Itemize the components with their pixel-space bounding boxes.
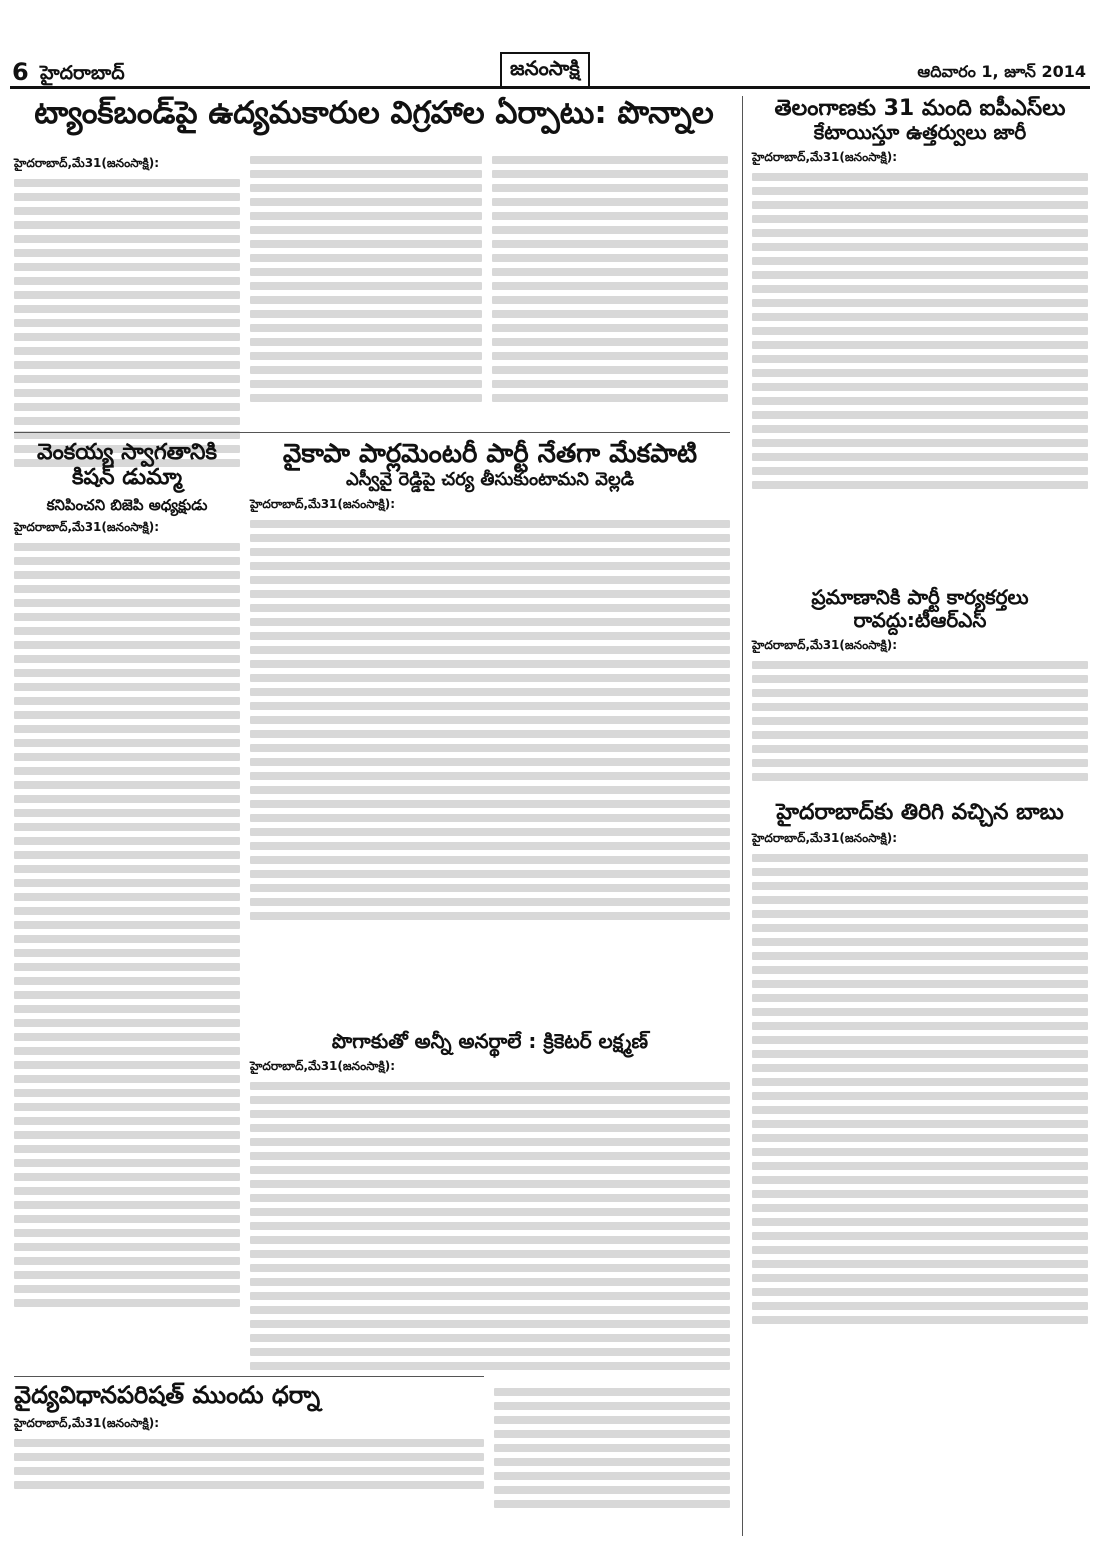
article-body xyxy=(14,543,240,1307)
article-body xyxy=(752,854,1088,1324)
dateline: హైదరాబాద్,మే31(జనంసాక్షి): xyxy=(752,638,898,652)
dateline: హైదరాబాద్,మే31(జనంసాక్షి): xyxy=(752,150,898,165)
masthead xyxy=(0,0,1100,86)
article-body xyxy=(14,1439,484,1489)
masthead-rule xyxy=(10,86,1090,89)
story-venkaiah xyxy=(14,440,240,1313)
story-vaidya xyxy=(14,1382,484,1495)
story-vaidya-col2 xyxy=(494,1382,730,1514)
headline: పొగాకుతో అన్నీ అనర్థాలే : క్రికెటర్ లక్ష్మణ్ xyxy=(331,1029,649,1053)
dateline: హైదరాబాద్,మే31(జనంసాక్షి): xyxy=(250,496,396,511)
dateline: హైదరాబాద్,మే31(జనంసాక్షి): xyxy=(250,1059,396,1073)
headline: తెలంగాణకు 31 మంది ఐపీఎస్‌లు xyxy=(774,96,1066,121)
dateline: హైదరాబాద్,మే31(జనంసాక్షి): xyxy=(14,519,160,534)
subhead: ఎస్వీవై రెడ్డిపై చర్య తీసుకుంటామని వెల్లడి xyxy=(345,468,635,490)
story-tankbund-col1 xyxy=(14,150,240,473)
paper-logo: జనంసాక్షి xyxy=(500,52,590,89)
article-body xyxy=(752,173,1088,489)
dateline: హైదరాబాద్,మే31(జనంసాక్షి): xyxy=(14,1415,160,1430)
subhead: కేటాయిస్తూ ఉత్తర్వులు జారీ xyxy=(813,120,1027,145)
dateline: హైదరాబాద్,మే31(జనంసాక్షి): xyxy=(752,831,898,846)
article-body xyxy=(752,661,1088,781)
section-rule xyxy=(14,1376,484,1377)
article-body xyxy=(14,179,240,467)
story-ysrcp xyxy=(250,440,730,926)
headline: వెంకయ్య స్వాగతానికి కిషన్ డుమ్మా xyxy=(37,440,217,491)
section-rule xyxy=(14,432,730,433)
article-body xyxy=(250,1082,730,1370)
page-number: 6 xyxy=(12,58,29,86)
issue-date: ఆదివారం 1, జూన్ 2014 xyxy=(917,62,1086,81)
subhead: కనిపించని బిజెపి అధ్యక్షుడు xyxy=(46,495,208,514)
story-tobacco xyxy=(250,1030,730,1376)
headline: హైదరాబాద్‌కు తిరిగి వచ్చిన బాబు xyxy=(776,800,1064,825)
column-rule xyxy=(742,96,743,1536)
edition-city: హైదరాబాద్ xyxy=(40,62,125,84)
story-tankbund-col3 xyxy=(492,150,728,408)
headline: వైద్యవిధానపరిషత్ ముందు ధర్నా xyxy=(14,1381,321,1409)
dateline: హైదరాబాద్,మే31(జనంసాక్షి): xyxy=(14,156,160,170)
story-tankbund-col2 xyxy=(250,150,482,408)
headline: ట్యాంక్‌బండ్‌పై ఉద్యమకారుల విగ్రహాల ఏర్పాటు: పొన్నాల xyxy=(34,95,714,131)
story-trs xyxy=(752,586,1088,787)
story-babu xyxy=(752,800,1088,1330)
headline: వైకాపా పార్లమెంటరీ పార్టీ నేతగా మేకపాటి xyxy=(282,439,698,469)
story-tankbund xyxy=(14,96,734,132)
story-ips xyxy=(752,96,1088,495)
headline: ప్రమాణానికి పార్టీ కార్యకర్తలు రావద్దు:టీఆర్‌ఎస్ xyxy=(811,585,1029,632)
article-body xyxy=(250,520,730,920)
